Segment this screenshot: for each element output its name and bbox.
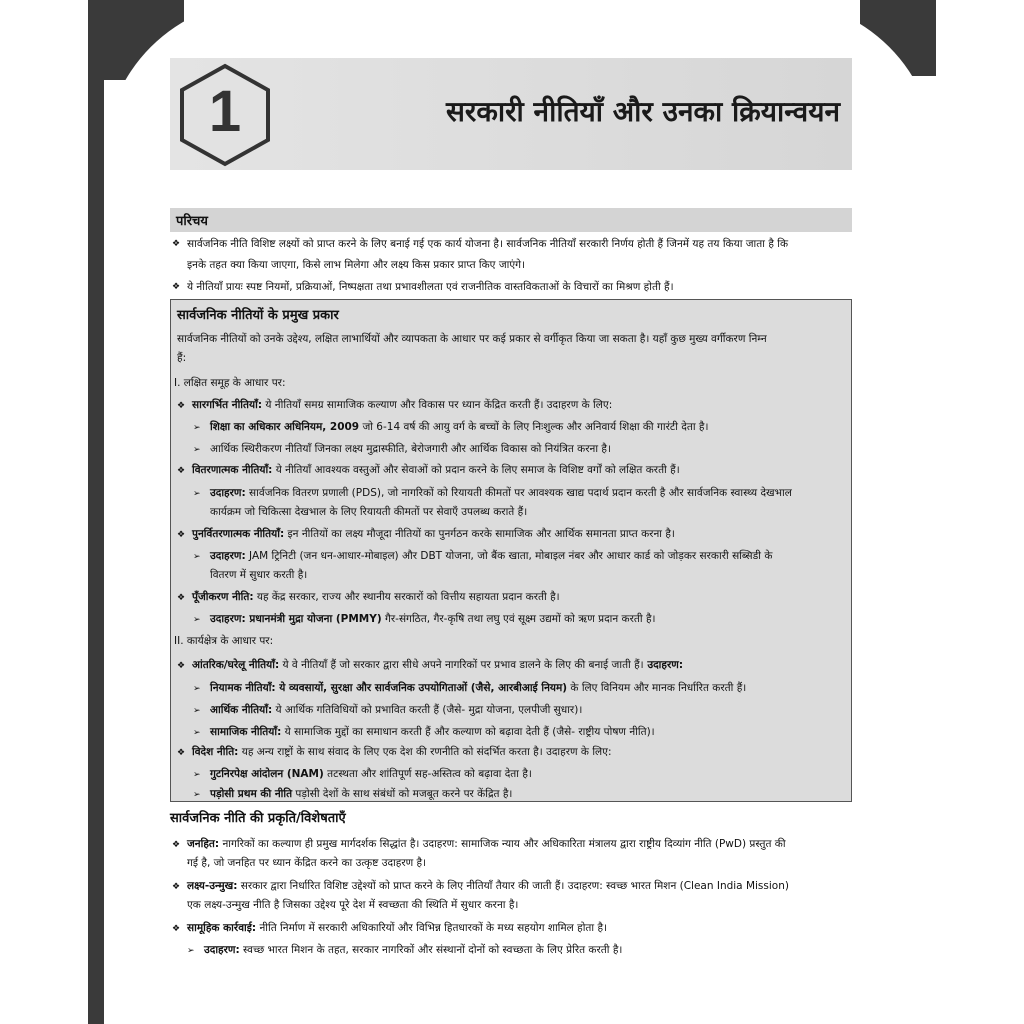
page-border-left [88, 0, 104, 1024]
arrow-icon: ➢ [187, 946, 195, 956]
nature-heading: सार्वजनिक नीति की प्रकृति/विशेषताएँ [170, 811, 346, 826]
nature-b1-text2: गई है, जो जनहित पर ध्यान केंद्रित करने का उत्कृष्ट उदाहरण है। [187, 857, 427, 869]
arrow-icon: ➢ [193, 728, 201, 738]
bullet-icon: ❖ [172, 882, 181, 892]
bullet-icon: ❖ [177, 466, 186, 476]
g2-b2-label: विदेश नीति: [192, 746, 239, 758]
g2-b1-s2-label: आर्थिक नीतियाँ: [210, 704, 273, 716]
arrow-icon: ➢ [193, 684, 201, 694]
box-title: सार्वजनिक नीतियों के प्रमुख प्रकार [177, 308, 339, 323]
g1-b1-label: सारगर्भित नीतियाँ: [192, 399, 263, 411]
intro-heading-bar [170, 208, 852, 232]
chapter-number: 1 [208, 79, 242, 144]
g1-b3-text: इन नीतियों का लक्ष्य मौजूदा नीतियों का पुनर्गठन करके सामाजिक और आर्थिक समानता प्राप्त करना है। [284, 528, 675, 540]
group2-heading: II. कार्यक्षेत्र के आधार पर: [174, 635, 274, 647]
nature-b3-s1-text: स्वच्छ भारत मिशन के तहत, सरकार नागरिकों और संस्थानों दोनों को स्वच्छता के लिए प्रेरित करती है। [239, 944, 623, 956]
nature-b3-label: सामूहिक कार्रवाई: [187, 922, 257, 934]
g1-b1-s1-text: जो 6-14 वर्ष की आयु वर्ग के बच्चों के लिए निःशुल्क और अनिवार्य शिक्षा की गारंटी देता है। [359, 421, 709, 433]
arrow-icon: ➢ [193, 552, 201, 562]
bullet-icon: ❖ [177, 530, 186, 540]
g1-b2-s1-text: सार्वजनिक वितरण प्रणाली (PDS), जो नागरिकों को रियायती कीमतों पर आवश्यक खाद्य पदार्थ प्रदान करती है और सार्वजनिक स्वास्थ्य देखभाल [245, 487, 792, 499]
g2-b2-text: यह अन्य राष्ट्रों के साथ संवाद के लिए एक देश की रणनीति को संदर्भित करता है। उदाहरण के लिए: [238, 746, 612, 758]
g2-b1-label: आंतरिक/घरेलू नीतियाँ: [192, 659, 280, 671]
arrow-icon: ➢ [193, 423, 201, 433]
g2-b1-s1-text: के लिए विनियम और मानक निर्धारित करती हैं। [567, 682, 747, 694]
g1-b4-s1-label: उदाहरण: प्रधानमंत्री मुद्रा योजना (PMMY) [210, 613, 382, 625]
bullet-icon: ❖ [172, 282, 181, 292]
g2-b1-s1-label: नियामक नीतियाँ: ये व्यवसायों, सुरक्षा और सार्वजनिक उपयोगिताओं (जैसे, आरबीआई नियम) [210, 682, 568, 694]
bullet-icon: ❖ [177, 401, 186, 411]
arrow-icon: ➢ [193, 770, 201, 780]
g1-b4-label: पूँजीकरण नीति: [192, 591, 254, 603]
intro-bullet-2-line-1: ये नीतियाँ प्रायः स्पष्ट नियमों, प्रक्रियाओं, निष्पक्षता तथा प्रभावशीलता एवं राजनीतिक वास्तविकताओं के विचारों का मिश्रण होती हैं। [187, 281, 674, 293]
nature-b2-text2: एक लक्ष्य-उन्मुख नीति है जिसका उद्देश्य पूरे देश में स्वच्छता की स्थिति में सुधार करना है। [187, 899, 519, 911]
nature-b1-text: नागरिकों का कल्याण ही प्रमुख मार्गदर्शक सिद्धांत है। उदाहरण: सामाजिक न्याय और अधिकारिता मंत्रालय द्वारा राष्ट्रीय दिव्यांग नीति (PwD) प्रस्तुत की [219, 838, 786, 850]
g2-b1-text: ये वे नीतियाँ हैं जो सरकार द्वारा सीधे अपने नागरिकों पर प्रभाव डालने के लिए की बनाई जाती हैं। [279, 659, 644, 671]
box-intro-line-1: सार्वजनिक नीतियों को उनके उद्देश्य, लक्षित लाभार्थियों और व्यापकता के आधार पर कई प्रकार से वर्गीकृत किया जा सकता है। यहाँ कुछ मुख्य वर्गीकरण निम्न [177, 333, 767, 345]
intro-bullet-1-line-2: इनके तहत क्या किया जाएगा, किसे लाभ मिलेगा और लक्ष्य किस प्रकार प्राप्त किए जाएंगे। [187, 259, 526, 271]
g1-b1-s2-text: आर्थिक स्थिरीकरण नीतियाँ जिनका लक्ष्य मुद्रास्फीति, बेरोजगारी और आर्थिक विकास को नियंत्रित करना है। [210, 443, 611, 455]
g2-b1-s3-text: ये सामाजिक मुद्दों का समाधान करती हैं और कल्याण को बढ़ावा देती हैं (जैसे- राष्ट्रीय पोषण नीति)। [281, 726, 655, 738]
arrow-icon: ➢ [193, 489, 201, 499]
g2-b2-s1-text: तटस्थता और शांतिपूर्ण सह-अस्तित्व को बढ़ावा देता है। [323, 768, 532, 780]
box-intro-line-2: हैं: [177, 352, 187, 364]
g1-b2-s1-label: उदाहरण: [210, 487, 246, 499]
g1-b4-text: यह केंद्र सरकार, राज्य और स्थानीय सरकारों को वित्तीय सहायता प्रदान करती है। [253, 591, 560, 603]
nature-b3-text: नीति निर्माण में सरकारी अधिकारियों और विभिन्न हितधारकों के मध्य सहयोग शामिल होता है। [256, 922, 608, 934]
nature-b1-label: जनहित: [187, 838, 220, 850]
bullet-icon: ❖ [172, 239, 181, 249]
g2-b2-s2-label: पड़ोसी प्रथम की नीति [210, 788, 293, 800]
g1-b3-s1-label: उदाहरण: [210, 550, 246, 562]
g2-b1-s2-text: ये आर्थिक गतिविधियों को प्रभावित करती हैं (जैसे- मुद्रा योजना, एलपीजी सुधार)। [272, 704, 583, 716]
g1-b2-text: ये नीतियाँ आवश्यक वस्तुओं और सेवाओं को प्रदान करने के लिए समाज के विशिष्ट वर्गों को लक्षित करती हैं। [272, 464, 680, 476]
arrow-icon: ➢ [193, 790, 201, 800]
g1-b3-label: पुनर्वितरणात्मक नीतियाँ: [192, 528, 285, 540]
arrow-icon: ➢ [193, 706, 201, 716]
g1-b2-s1-text2: कार्यक्रम जो चिकित्सा देखभाल के लिए रियायती कीमतों पर सेवाएँ उपलब्ध कराते हैं। [210, 506, 528, 518]
g1-b1-text: ये नीतियाँ समग्र सामाजिक कल्याण और विकास पर ध्यान केंद्रित करती हैं। उदाहरण के लिए: [262, 399, 613, 411]
g2-b1-tail: उदाहरण: [643, 659, 684, 671]
g1-b4-s1-text: गैर-संगठित, गैर-कृषि तथा लघु एवं सूक्ष्म उद्यमों को ऋण प्रदान करती है। [381, 613, 656, 625]
g1-b3-s1-text2: वितरण में सुधार करती है। [210, 569, 308, 581]
g2-b2-s1-label: गुटनिरपेक्ष आंदोलन (NAM) [210, 768, 324, 780]
bullet-icon: ❖ [177, 661, 186, 671]
g1-b1-s1-label: शिक्षा का अधिकार अधिनियम, 2009 [210, 421, 360, 433]
g2-b2-s2-text: पड़ोसी देशों के साथ संबंधों को मजबूत करने पर केंद्रित है। [292, 788, 513, 800]
bullet-icon: ❖ [177, 748, 186, 758]
g1-b2-label: वितरणात्मक नीतियाँ: [192, 464, 273, 476]
nature-b3-s1-label: उदाहरण: [204, 944, 240, 956]
chapter-title: सरकारी नीतियाँ और उनका क्रियान्वयन [445, 95, 840, 128]
group1-heading: I. लक्षित समूह के आधार पर: [174, 377, 286, 389]
nature-b2-label: लक्ष्य-उन्मुख: [187, 880, 238, 892]
bullet-icon: ❖ [172, 840, 181, 850]
nature-b2-text: सरकार द्वारा निर्धारित विशिष्ट उद्देश्यों को प्राप्त करने के लिए नीतियाँ तैयार की जाती हैं। उदाहरण: स्वच्छ भारत मिशन (Clean India Mission) [237, 880, 789, 892]
g1-b3-s1-text: JAM ट्रिनिटी (जन धन-आधार-मोबाइल) और DBT योजना, जो बैंक खाता, मोबाइल नंबर और आधार कार्ड को जोड़कर सरकारी सब्सिडी के [245, 550, 773, 562]
bullet-icon: ❖ [177, 593, 186, 603]
g2-b1-s3-label: सामाजिक नीतियाँ: [210, 726, 282, 738]
intro-heading: परिचय [176, 214, 208, 229]
intro-bullet-1-line-1: सार्वजनिक नीति विशिष्ट लक्ष्यों को प्राप्त करने के लिए बनाई गई एक कार्य योजना है। सार्वजनिक नीतियाँ सरकारी निर्णय होती हैं जिनमें यह तय किया जाता है कि [187, 238, 789, 250]
arrow-icon: ➢ [193, 615, 201, 625]
bullet-icon: ❖ [172, 924, 181, 934]
arrow-icon: ➢ [193, 445, 201, 455]
